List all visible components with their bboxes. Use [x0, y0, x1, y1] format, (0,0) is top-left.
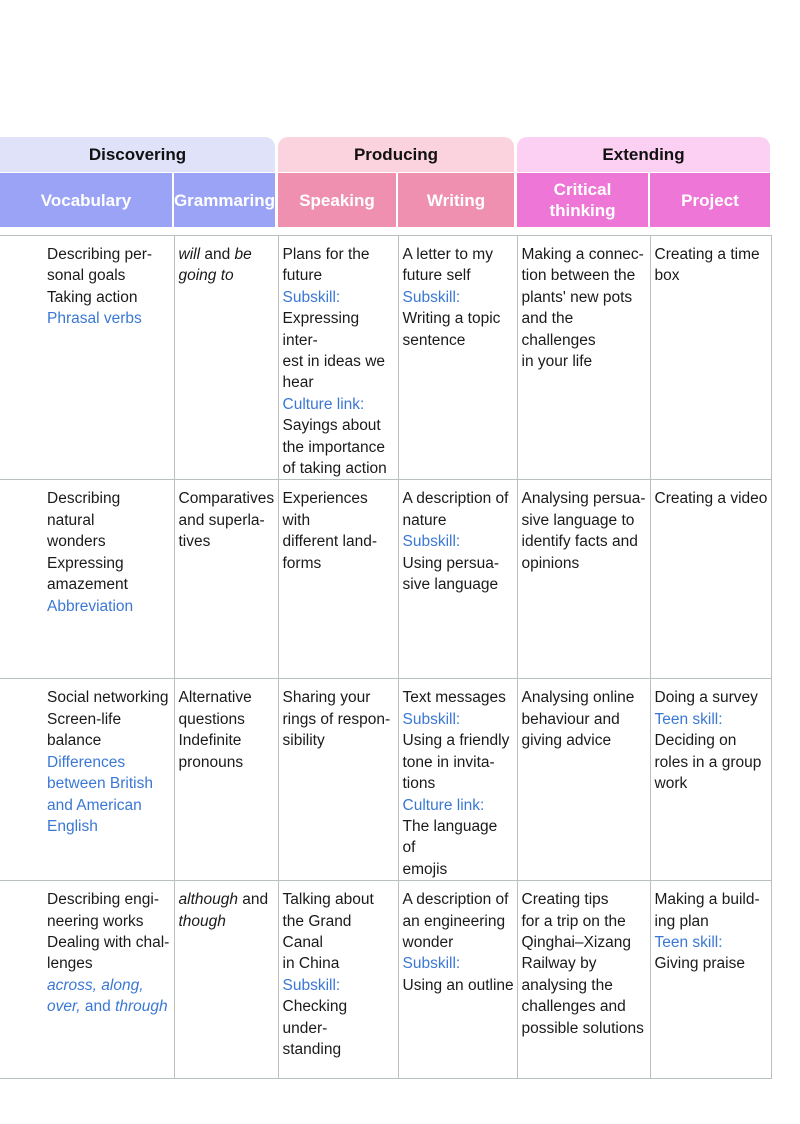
- text-line: Expressing: [47, 554, 124, 572]
- text-line: behaviour and: [521, 710, 620, 728]
- text-line: A description of: [402, 490, 509, 508]
- cell-writing: [398, 236, 517, 480]
- column-project: Project: [650, 173, 770, 227]
- cell-critical-thinking: [517, 480, 650, 679]
- vocab-topic: and: [80, 998, 116, 1016]
- vocab-topic: Phrasal verbs: [47, 310, 142, 328]
- text-italic: be: [234, 246, 252, 263]
- text-line: Expressing inter-: [282, 310, 360, 349]
- text-line: Alternative: [178, 689, 252, 707]
- subskill-label: Subskill:: [402, 955, 461, 973]
- text-line: A letter to my: [402, 246, 493, 263]
- text-line: giving advice: [521, 732, 612, 750]
- text-line: plants' new pots: [521, 288, 633, 306]
- vocab-topic: through: [115, 998, 168, 1016]
- text-line: lenges: [47, 955, 93, 973]
- text-line: Creating a video: [654, 490, 768, 508]
- text-italic: though: [178, 912, 226, 930]
- text-line: Giving praise: [654, 955, 745, 973]
- text-line: Writing a topic: [402, 310, 501, 328]
- cell-writing: [398, 480, 517, 679]
- text-line: identify facts and: [521, 533, 638, 551]
- text-line: future: [282, 267, 323, 285]
- vocab-topic: and American: [47, 796, 142, 814]
- text-line: The language of: [402, 817, 498, 857]
- text-line: analysing the: [521, 976, 613, 994]
- text-line: Sharing your: [282, 689, 371, 707]
- text-line: Screen-life: [47, 710, 122, 728]
- text-line: Dealing with chal-: [47, 933, 170, 951]
- text-line: Deciding on: [654, 732, 737, 750]
- text-line: Checking under-: [282, 998, 348, 1037]
- cell-critical-thinking: [517, 236, 650, 480]
- text: and: [200, 246, 235, 263]
- text-line: rings of respon-: [282, 710, 391, 728]
- cell-grammaring: [174, 881, 278, 1079]
- text-line: balance: [47, 732, 102, 750]
- cell-speaking: [278, 480, 398, 679]
- cell-vocabulary: [0, 679, 174, 881]
- cell-writing: [398, 679, 517, 881]
- cell-speaking: [278, 236, 398, 480]
- text-line: tives: [178, 533, 211, 551]
- text-line: questions: [178, 710, 245, 728]
- text-line: challenges and: [521, 998, 626, 1016]
- text-line: forms: [282, 554, 322, 572]
- cell-grammaring: [174, 480, 278, 679]
- text-line: box: [654, 267, 680, 285]
- vocab-topic: Abbreviation: [47, 597, 134, 615]
- text-line: sive language to: [521, 511, 635, 529]
- subskill-label: Subskill:: [402, 710, 461, 728]
- vocab-topic: Differences: [47, 753, 126, 771]
- subskill-label: Subskill:: [402, 533, 461, 551]
- text-line: Describing natural: [47, 490, 121, 529]
- teen-skill-label: Teen skill:: [654, 933, 723, 951]
- text-line: pronouns: [178, 753, 244, 771]
- text-line: Talking about: [282, 891, 374, 909]
- column-critical-line1: Critical: [553, 180, 612, 199]
- text-line: Using a friendly: [402, 732, 510, 750]
- vocab-topic: English: [47, 817, 98, 835]
- text-line: Comparatives: [178, 490, 275, 508]
- text-line: Using persua-: [402, 554, 499, 572]
- cell-project: [650, 236, 771, 480]
- text-line: Sayings about: [282, 417, 381, 435]
- subskill-label: Subskill:: [402, 288, 461, 306]
- subskill-label: Subskill:: [282, 976, 341, 994]
- text-line: in your life: [521, 353, 593, 371]
- column-critical-thinking: [517, 173, 648, 227]
- text-line: Text messages: [402, 689, 506, 707]
- group-extending: Extending: [517, 137, 770, 172]
- text-line: Making a connec-: [521, 246, 644, 263]
- culture-link-label: Culture link:: [282, 395, 365, 413]
- text-line: Analysing online: [521, 689, 635, 707]
- text-line: tone in invita-: [402, 753, 495, 771]
- table-row: [0, 480, 771, 679]
- text-italic: although: [178, 891, 238, 909]
- text-line: Taking action: [47, 288, 138, 306]
- cell-vocabulary: [0, 236, 174, 480]
- cell-project: [650, 679, 771, 881]
- text-line: Doing a survey: [654, 689, 758, 707]
- text-line: future self: [402, 267, 471, 285]
- text-line: sibility: [282, 732, 325, 750]
- text-line: amazement: [47, 576, 128, 594]
- culture-link-label: Culture link:: [402, 796, 485, 814]
- text-line: Using an outline: [402, 976, 514, 994]
- cell-project: [650, 881, 771, 1079]
- column-grammaring: Grammaring: [174, 173, 275, 227]
- text-italic: going to: [178, 267, 234, 285]
- text-line: Qinghai–Xizang: [521, 933, 631, 951]
- text-line: Plans for the: [282, 246, 370, 263]
- contents-table: [0, 235, 772, 1079]
- text-line: wonder: [402, 933, 454, 951]
- text-line: Making a build-: [654, 891, 760, 909]
- text-line: est in ideas we: [282, 353, 386, 371]
- text-line: sonal goals: [47, 267, 126, 285]
- column-critical-line2: thinking: [549, 201, 616, 220]
- text-line: hear: [282, 374, 314, 392]
- text-line: standing: [282, 1040, 342, 1058]
- text-line: emojis: [402, 860, 448, 878]
- text-line: Analysing persua-: [521, 490, 646, 508]
- text-line: sentence: [402, 331, 466, 349]
- text-line: of taking action: [282, 460, 387, 478]
- vocab-topic: over,: [47, 998, 81, 1016]
- text-line: Railway by: [521, 955, 597, 973]
- text-line: and superla-: [178, 511, 265, 529]
- text-line: ing plan: [654, 912, 709, 930]
- text-line: A description of: [402, 891, 509, 909]
- cell-grammaring: [174, 236, 278, 480]
- text-line: sive language: [402, 576, 499, 594]
- text-line: Social networking: [47, 689, 169, 707]
- column-writing: Writing: [398, 173, 514, 227]
- text-line: Describing engi-: [47, 891, 159, 909]
- cell-speaking: [278, 679, 398, 881]
- text-line: neering works: [47, 912, 144, 930]
- cell-project: [650, 480, 771, 679]
- table-row: [0, 881, 771, 1079]
- text: and: [237, 891, 269, 909]
- table-row: [0, 236, 771, 480]
- text-line: in China: [282, 955, 340, 973]
- text-line: an engineering: [402, 912, 506, 930]
- text-line: different land-: [282, 533, 377, 551]
- cell-grammaring: [174, 679, 278, 881]
- text-italic: will: [178, 246, 201, 263]
- text-line: Indefinite: [178, 732, 242, 750]
- cell-vocabulary: [0, 480, 174, 679]
- group-producing: Producing: [278, 137, 514, 172]
- cell-speaking: [278, 881, 398, 1079]
- text-line: opinions: [521, 554, 580, 572]
- column-vocabulary: Vocabulary: [0, 173, 172, 227]
- text-line: nature: [402, 511, 447, 529]
- group-discovering: Discovering: [0, 137, 275, 172]
- text-line: Describing per-: [47, 246, 153, 263]
- teen-skill-label: Teen skill:: [654, 710, 723, 728]
- table-row: [0, 679, 771, 881]
- text-line: Creating tips: [521, 891, 609, 909]
- text-line: possible solutions: [521, 1019, 644, 1037]
- text-line: roles in a group: [654, 753, 762, 771]
- text-line: and the challenges: [521, 310, 596, 349]
- text-line: tions: [402, 775, 436, 793]
- vocab-topic: between British: [47, 775, 153, 793]
- vocab-topic: across, along,: [47, 976, 144, 994]
- text-line: Experiences with: [282, 490, 368, 529]
- subskill-label: Subskill:: [282, 288, 341, 306]
- text-line: tion between the: [521, 267, 636, 285]
- cell-vocabulary: [0, 881, 174, 1079]
- text-line: Creating a time: [654, 246, 760, 263]
- text-line: for a trip on the: [521, 912, 626, 930]
- cell-critical-thinking: [517, 679, 650, 881]
- text-line: the importance: [282, 438, 386, 456]
- text-line: the Grand Canal: [282, 912, 352, 951]
- cell-critical-thinking: [517, 881, 650, 1079]
- cell-writing: [398, 881, 517, 1079]
- column-speaking: Speaking: [278, 173, 396, 227]
- text-line: work: [654, 775, 688, 793]
- text-line: wonders: [47, 533, 106, 551]
